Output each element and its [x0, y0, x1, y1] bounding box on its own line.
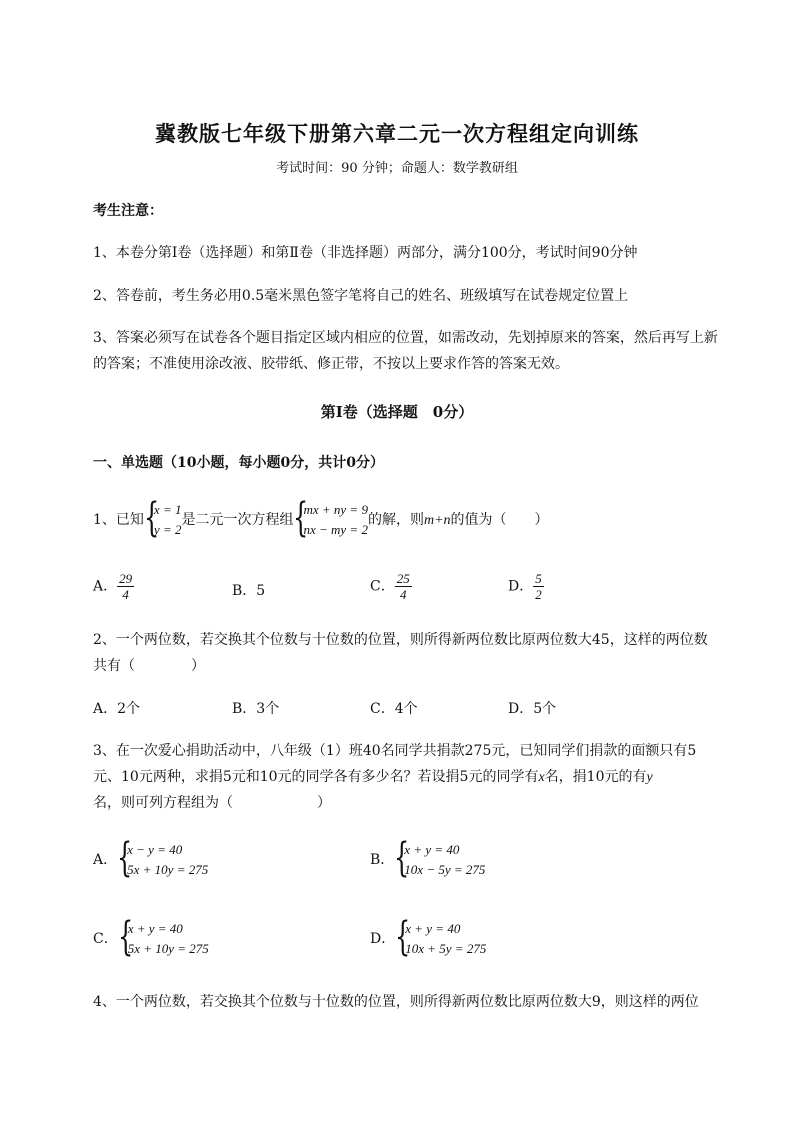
fraction: $\frac{5}{2}$	[535, 571, 542, 602]
exam-title: 冀教版七年级下册第六章二元一次方程组定向训练	[155, 121, 639, 146]
question-2-line-1: 2、一个两位数，若交换其个位数与十位数的位置，则所得新两位数比原两位数大45，这样的两位数	[93, 632, 708, 648]
section-title: 第Ⅰ卷（选择题 0分）	[320, 403, 474, 421]
q1-option-a[interactable]: A． $\frac{29}{4}$	[93, 571, 133, 602]
q2-option-a[interactable]: A．2个	[93, 701, 141, 717]
question-1	[93, 495, 549, 541]
q1-option-c[interactable]: C． $\frac{25}{4}$	[370, 571, 410, 602]
brace-icon: {	[293, 495, 309, 541]
q2-option-d[interactable]: D．5个	[508, 701, 557, 717]
brace-icon: {	[143, 495, 160, 541]
exam-subtitle: 考试时间：90 分钟；命题人：数学教研组	[276, 161, 518, 176]
q1-mid: 是二元一次方程组	[181, 512, 294, 528]
q1-system-solution: { x = 1 y = 2	[143, 495, 182, 541]
question-3-line-3: 名，则可列方程组为（ ）	[93, 795, 331, 811]
question-2-line-2: 共有（ ）	[93, 658, 205, 674]
q3-option-c[interactable]: C． { x + y = 40 5x + 10y = 275	[93, 914, 209, 960]
q3-option-a[interactable]: A． { x − y = 40 5x + 10y = 275	[93, 835, 209, 881]
question-4-line-1: 4、一个两位数，若交换其个位数与十位数的位置，则所得新两位数比原两位数大9，则这样的两位	[93, 994, 699, 1010]
q1-prefix: 1、已知	[93, 512, 144, 528]
notice-item-3-cont: 的答案；不准使用涂改液、胶带纸、修正带，不按以上要求作答的答案无效。	[93, 356, 569, 372]
q1-option-d[interactable]: D． $\frac{5}{2}$	[508, 571, 542, 602]
q2-option-c[interactable]: C．4个	[370, 701, 418, 717]
fraction: $\frac{29}{4}$	[119, 571, 133, 602]
notice-item-3: 3、答案必须写在试卷各个题目指定区域内相应的位置，如需改动，先划掉原来的答案，然后再写上新	[93, 330, 718, 346]
brace-icon: {	[394, 835, 410, 881]
q1-var: m+n	[423, 513, 451, 528]
notice-heading: 考生注意：	[93, 203, 163, 219]
q1-suffix-1: 的解，则	[367, 512, 424, 528]
notice-item-1: 1、本卷分第Ⅰ卷（选择题）和第Ⅱ卷（非选择题）两部分，满分100分，考试时间90分钟	[93, 245, 638, 261]
notice-item-2: 2、答卷前，考生务必用0.5毫米黑色签字笔将自己的姓名、班级填写在试卷规定位置上	[93, 288, 629, 304]
question-3-line-2: 元、10元两种，求捐5元和10元的同学各有多少名？若设捐5元的同学有x名，捐10元的有y	[93, 769, 653, 785]
q1-suffix-2: 的值为（ ）	[450, 512, 549, 528]
q1-option-b[interactable]: B．5	[232, 583, 266, 599]
part-title: 一、单选题（10小题，每小题0分，共计0分）	[93, 455, 384, 471]
fraction: $\frac{25}{4}$	[396, 571, 410, 602]
brace-icon: {	[395, 914, 411, 960]
brace-icon: {	[117, 914, 133, 960]
q2-option-b[interactable]: B．3个	[232, 701, 280, 717]
question-3-line-1: 3、在一次爱心捐助活动中，八年级（1）班40名同学共捐款275元，已知同学们捐款的面额只有5	[93, 743, 697, 759]
q3-option-d[interactable]: D． { x + y = 40 10x + 5y = 275	[370, 914, 487, 960]
brace-icon: {	[117, 835, 133, 881]
q3-option-b[interactable]: B． { x + y = 40 10x − 5y = 275	[370, 835, 486, 881]
q1-system-equations: { mx + ny = 9 nx − my = 2	[293, 495, 368, 541]
